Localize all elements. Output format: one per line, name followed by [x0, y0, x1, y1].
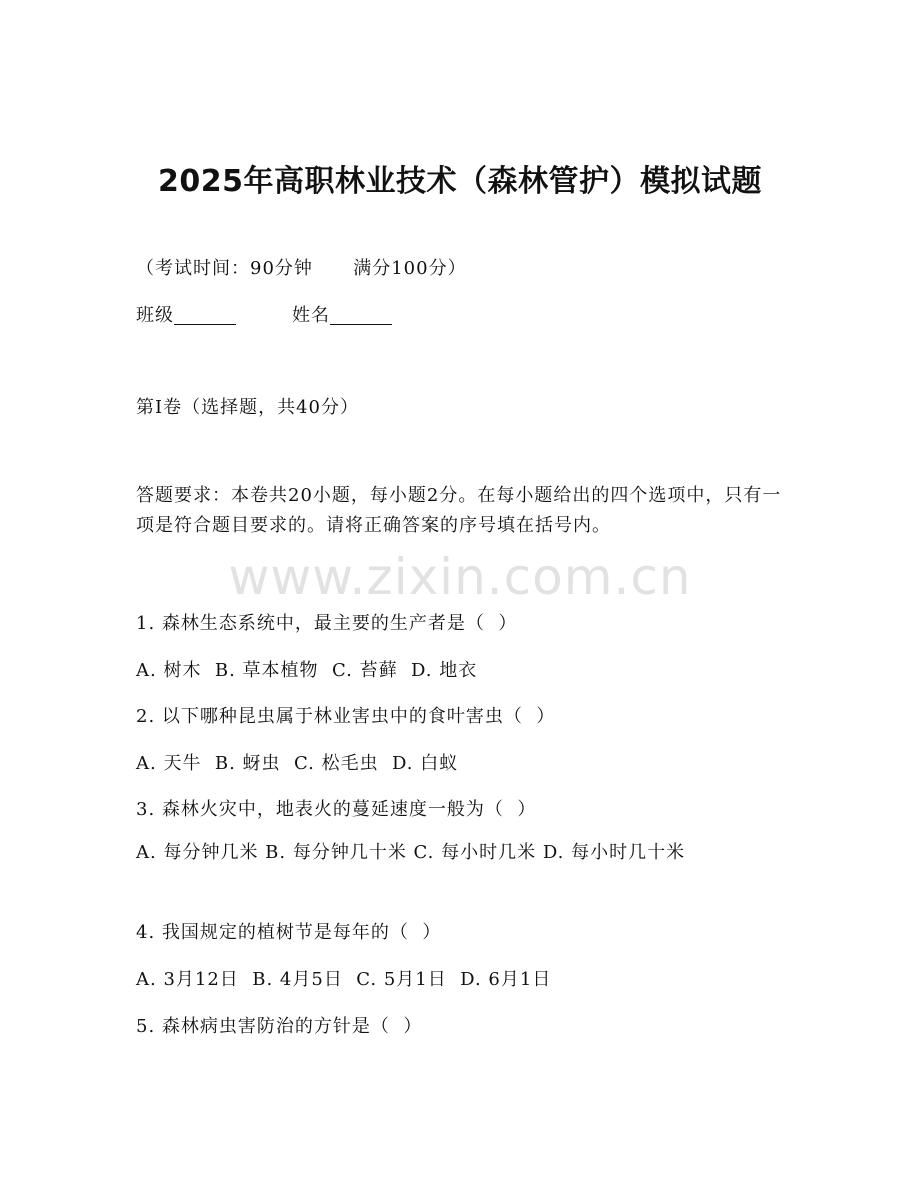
- name-label: 姓名: [292, 305, 330, 326]
- section-heading: 第I卷（选择题，共40分）: [136, 397, 360, 418]
- question-stem: 1. 森林生态系统中，最主要的生产者是（ ）: [136, 613, 518, 634]
- watermark: www.zixin.com.cn: [228, 548, 692, 606]
- instructions: 答题要求：本卷共20小题，每小题2分。在每小题给出的四个选项中，只有一项是符合题目要求的。请将正确答案的序号填在括号内。: [136, 485, 782, 536]
- question-options: A. 3月12日 B. 4月5日 C. 5月1日 D. 6月1日: [136, 969, 552, 990]
- question-stem: 2. 以下哪种昆虫属于林业害虫中的食叶害虫（ ）: [136, 706, 556, 727]
- question-options: A. 每分钟几米 B. 每分钟几十米 C. 每小时几米 D. 每小时几十米: [136, 842, 686, 863]
- page-title: 2025年高职林业技术（森林管护）模拟试题: [158, 164, 762, 199]
- question-stem: 5. 森林病虫害防治的方针是（ ）: [136, 1016, 423, 1037]
- question-stem: 3. 森林火灾中，地表火的蔓延速度一般为（ ）: [136, 799, 537, 820]
- class-blank: [174, 306, 236, 325]
- student-info-row: [136, 301, 392, 327]
- question-options: A. 天牛 B. 蚜虫 C. 松毛虫 D. 白蚁: [136, 753, 459, 774]
- class-label: 班级: [136, 305, 174, 326]
- name-blank: [330, 306, 392, 325]
- exam-info: （考试时间：90分钟 满分100分）: [136, 258, 467, 279]
- question-options: A. 树木 B. 草本植物 C. 苔藓 D. 地衣: [136, 660, 478, 681]
- question-stem: 4. 我国规定的植树节是每年的（ ）: [136, 922, 442, 943]
